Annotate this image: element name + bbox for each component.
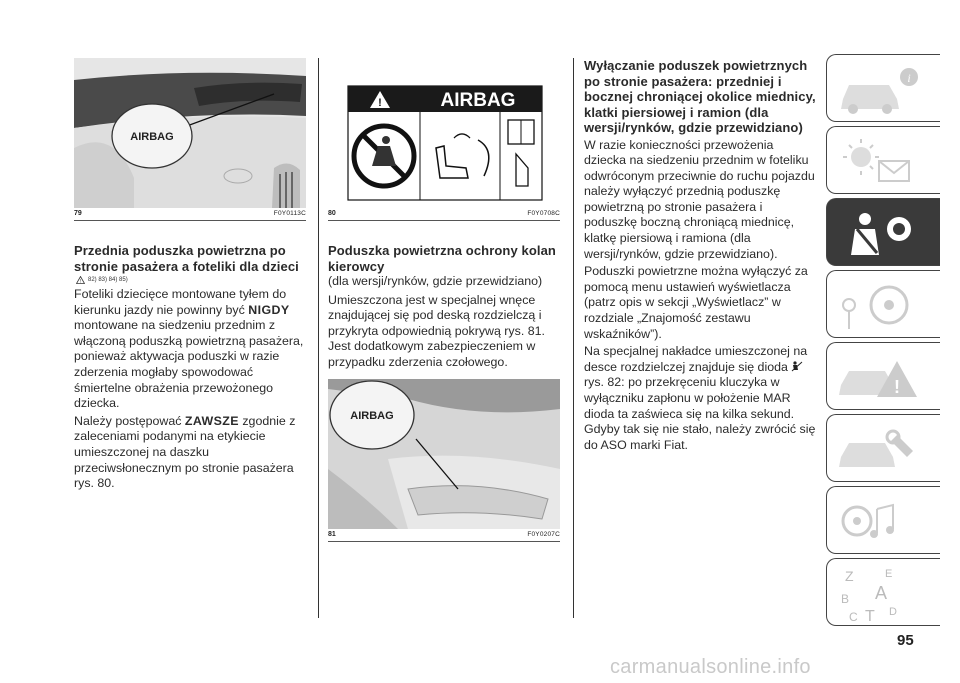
index-letter: A [875,583,888,603]
svg-text:!: ! [79,278,82,284]
chapter-tab-driving[interactable] [826,270,940,338]
airbag-off-icon [791,361,803,372]
section-subheading: (dla wersji/rynków, gdzie przewidziano) [328,274,543,288]
emphasis-always: ZAWSZE [184,413,239,428]
section-heading: Poduszka powietrzna ochrony kolan kierowcy [328,243,556,274]
chapter-tab-index[interactable] [826,558,940,626]
chapter-tab-multimedia[interactable] [826,486,940,554]
section-heading: Przednia poduszka powietrzna po stronie pasażera a foteliki dla dzieci [74,243,299,274]
figure-airbag-label: AIRBAG [130,131,174,143]
figure-caption [74,208,306,221]
chapter-tab-lights[interactable] [826,126,940,194]
text-run: zgodnie z zaleceniami podanymi na etykiecie umieszczonej na daszku przeciwsłonecznym po stronie pasażera rys. 80. [74,413,296,491]
paragraph-1: W razie konieczności przewożenia dziecka na siedzeniu przednim w foteliku odwróconym przeciwnie do ruchu pojazdu należy wyłączyć przednią poduszkę powietrzną po stronie pasażera i poduszkę boczną chroniącą miednicę, klatkę piersiową i ramiona (dla wersji/rynków, gdzie przewidziano). [584,137,815,261]
warning-refs [76,276,306,284]
chapter-tab-maintenance[interactable] [826,414,940,482]
column-divider [573,58,574,618]
figure-81 [328,379,560,529]
index-letter: D [889,606,897,618]
seatbelt-airbag-icon [827,199,941,267]
chapter-tab-emergency[interactable] [826,342,940,410]
watermark: carmanualsonline.info [610,656,811,678]
figure-79 [74,58,306,208]
warning-refs-text: 82) 83) 84) 85) [88,277,128,283]
section-heading: Wyłączanie poduszek powietrznych po stronie pasażera: przedniej i bocznej chroniącej okolice miednicy, klatki piersiowej i ramion (dla wersji/rynków, gdzie przewidziano) [584,58,816,135]
sun-envelope-icon [827,127,941,195]
figure-code: F0Y0207C [527,530,560,538]
paragraph-1 [74,287,306,412]
figure-number: 81 [328,530,336,538]
dashboard-airbag-illustration [74,58,306,208]
figure-code: F0Y0113C [273,210,306,217]
figure-number: 80 [328,210,336,217]
car-info-icon [827,55,941,123]
index-letter: T [865,608,875,625]
page-number: 95 [897,632,914,649]
column-2 [328,58,560,542]
paragraph-3 [584,344,816,453]
text-run: Na specjalnej nakładce umieszczonej na desce rozdzielczej znajduje się dioda [584,344,808,374]
multimedia-icon [827,487,941,555]
text-run: Foteliki dziecięce montowane tyłem do kierunku jazdy nie powinny być [74,287,287,317]
index-letter: C [849,610,858,624]
svg-text:i: i [907,71,911,85]
figure-caption [328,208,560,221]
paragraph-1: Umieszczona jest w specjalnej wnęce znajdującej się pod deską rozdzielczą i przykryta odpowiednią pokrywą rys. 81. Jest dodatkowym zabezpieczeniem w przypadku zderzenia czołowego. [328,292,545,369]
figure-caption [328,529,560,542]
knee-airbag-illustration [328,379,560,529]
paragraph-2: Poduszki powietrzne można wyłączyć za pomocą menu ustawień wyświetlacza (patrz opis w sekcji „Wyświetlacz” w rozdziale „Znajomość zestawu wskaźników”). [584,264,808,341]
key-steering-icon [827,271,941,339]
car-wrench-icon [827,415,941,483]
warning-triangle-icon [76,276,85,284]
alphabet-index-icon [827,559,941,627]
index-letter: B [841,592,850,606]
column-divider [318,58,319,618]
figure-code: F0Y0708C [527,210,560,217]
airbag-warning-sticker [328,58,560,208]
index-letter: Z [845,568,854,584]
text-run: Należy postępować [74,413,185,428]
chapter-tab-dashboard[interactable] [826,54,940,122]
sticker-title: AIRBAG [440,90,516,111]
emphasis-never: NIGDY [248,302,290,317]
column-3 [584,58,816,453]
svg-text:!: ! [894,377,900,397]
figure-airbag-label: AIRBAG [350,409,394,422]
text-run: montowane na siedzeniu przednim z włączoną poduszką powietrzną pasażera, ponieważ aktywacja poduszki w razie zderzenia mogłaby spowodować śmiertelne obrażenia przewożonego dziecka. [74,318,304,411]
text-run: rys. 82: po przekręceniu kluczyka w wyłączniku zapłonu w położenie MAR dioda ta zaświeca się na kilka sekund. Gdyby tak się nie stało, należy zwrócić się do ASO marki Fiat. [584,375,816,452]
chapter-tab-safety[interactable] [826,198,940,266]
paragraph-2 [74,414,306,492]
index-letter: E [885,568,893,580]
svg-text:!: ! [378,97,382,109]
car-warning-icon [827,343,941,411]
figure-80 [328,58,560,208]
column-1 [74,58,306,492]
figure-number: 79 [74,210,82,217]
